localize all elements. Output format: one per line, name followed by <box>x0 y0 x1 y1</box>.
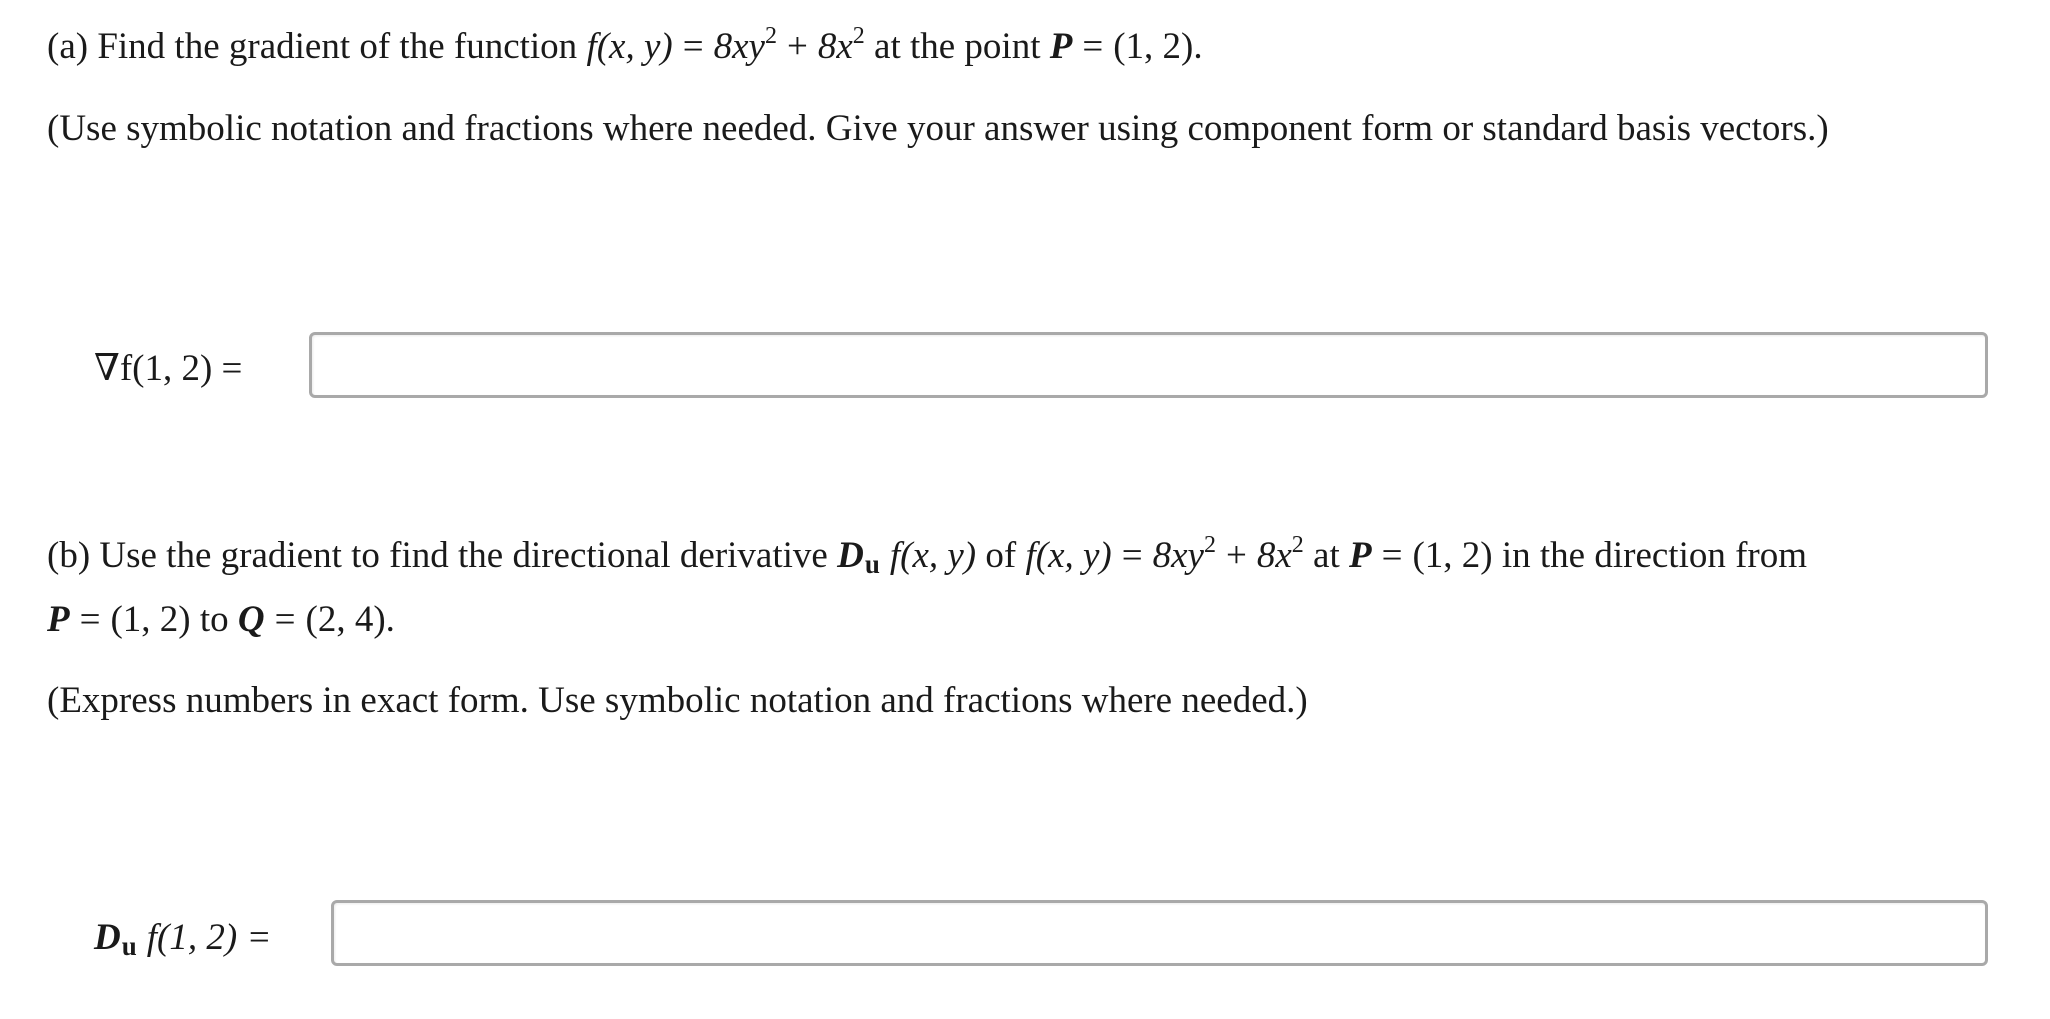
part-a-instructions: (Use symbolic notation and fractions where needed. Give your answer using component form or standard basis vectors.) <box>47 108 1829 149</box>
part-b-term1: 8xy <box>1152 535 1204 576</box>
part-a-point-var: P <box>1049 26 1073 67</box>
part-b-line2-equals: = <box>79 599 101 640</box>
part-a-mid: at the point <box>864 26 1050 67</box>
part-b-term2: 8x <box>1256 535 1292 576</box>
part-b-question-line1 <box>47 532 1808 579</box>
directional-derivative-answer-input[interactable] <box>331 900 1988 966</box>
part-b-line2-Q: Q <box>237 599 265 640</box>
part-a-plus: + <box>786 26 808 67</box>
part-b-answer-rest: f(1, 2) = <box>146 917 272 958</box>
part-a-term1: 8xy <box>713 26 765 67</box>
part-b-at: at <box>1303 535 1349 576</box>
part-b-question-line2 <box>47 601 395 638</box>
part-a-question <box>47 23 1203 67</box>
part-a-answer-label: ∇f(1, 2) = <box>94 348 243 389</box>
part-a-term2: 8x <box>817 26 853 67</box>
part-b-dir-D: D <box>837 535 864 576</box>
part-b-point-var: P <box>1349 535 1372 576</box>
part-b-equals: = <box>1121 535 1143 576</box>
part-b-plus: + <box>1225 535 1247 576</box>
part-b-line2-Pval: (1, 2) to <box>110 599 238 640</box>
part-b-prefix: (b) Use the gradient to find the directional derivative <box>47 535 838 576</box>
part-b-line2-P: P <box>47 599 70 640</box>
part-b-func: f(x, y) <box>1025 535 1112 576</box>
part-b-instructions: (Express numbers in exact form. Use symbolic notation and fractions where needed.) <box>47 680 1308 721</box>
part-b-of: of <box>976 535 1026 576</box>
part-b-point-equals: = <box>1381 535 1403 576</box>
part-b-dir-f: f(x, y) <box>889 535 977 576</box>
gradient-answer-input[interactable] <box>309 332 1988 398</box>
part-b-point-val: (1, 2) in the direction from <box>1412 535 1808 576</box>
part-b-answer-D: D <box>94 917 121 958</box>
part-b-exp1: 2 <box>1203 532 1216 558</box>
part-b-dir-u: u <box>864 549 880 579</box>
part-a-prefix: (a) Find the gradient of the function <box>47 26 587 67</box>
part-a-point-equals: = <box>1082 26 1104 67</box>
part-a-point-val: (1, 2). <box>1113 26 1203 67</box>
part-a-exp2: 2 <box>852 23 865 49</box>
part-b-exp2: 2 <box>1291 532 1304 558</box>
part-a-equals: = <box>682 26 704 67</box>
part-b-answer-label <box>94 917 272 961</box>
part-b-answer-u: u <box>121 931 137 961</box>
part-b-line2-Qval: (2, 4). <box>305 599 395 640</box>
part-b-line2-equals2: = <box>274 599 296 640</box>
part-a-func: f(x, y) <box>586 26 673 67</box>
part-a-exp1: 2 <box>764 23 777 49</box>
